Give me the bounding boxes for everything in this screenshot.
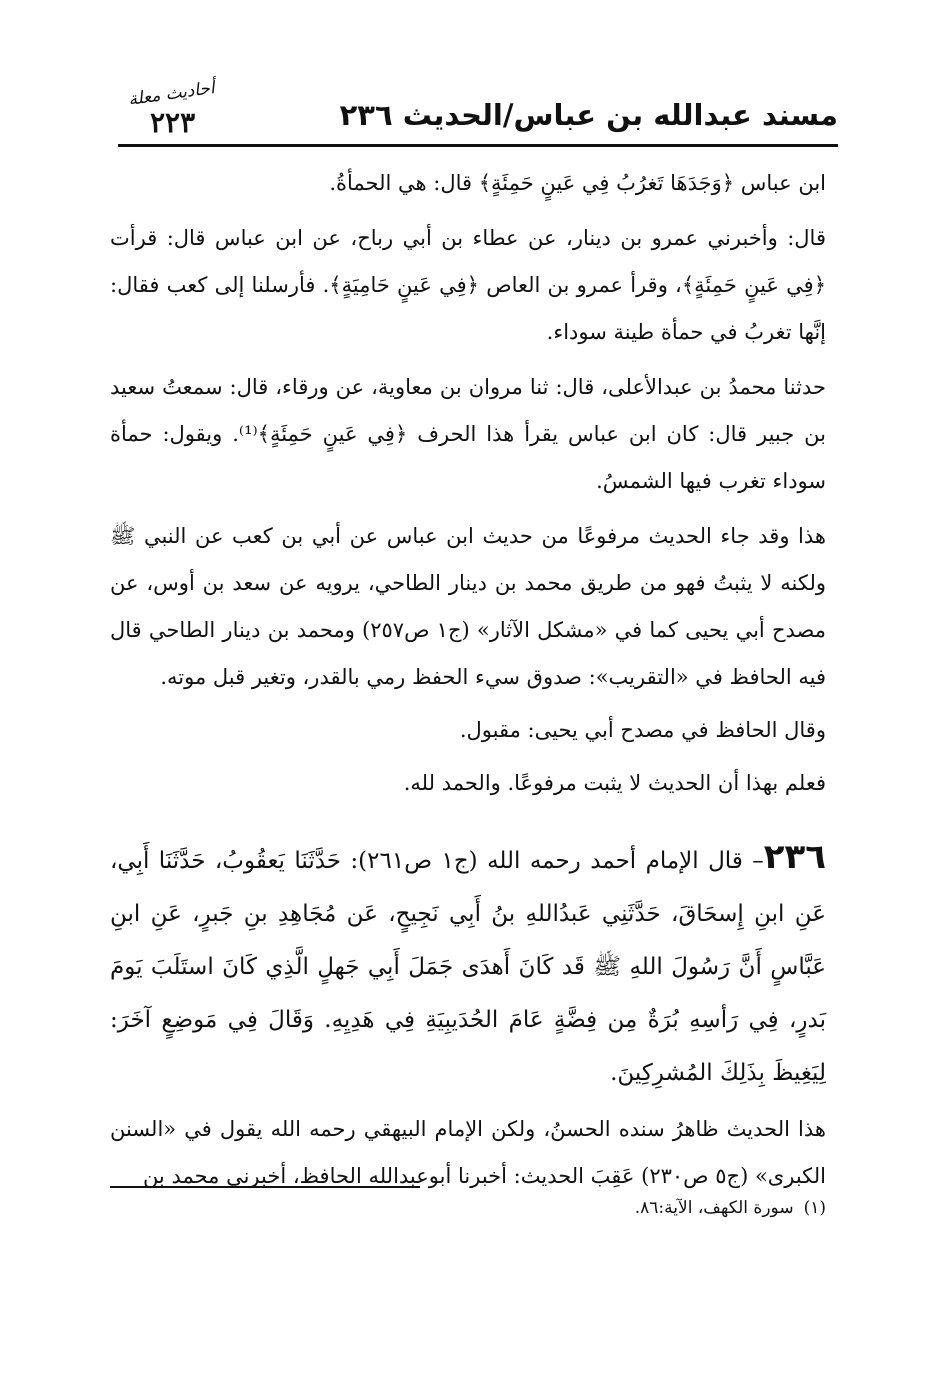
- page-number: ٢٢٣: [150, 106, 196, 139]
- hadith-text: – قال الإمام أحمد رحمه الله (ج١ ص٢٦١): حَدَّثَنَا يَعقُوبُ، حَدَّثَنَا أَبِي، عَنِ ابنِ إِسحَاقَ، حَدَّثَنِي عَبدُاللهِ بنُ أَبِي نَجِيحٍ، عَن مُجَاهِدِ بنِ جَبرٍ، عَنِ ابنِ عَبَّاسٍ أَنَّ رَسُولَ اللهِ ﷺ قَد كَانَ أَهدَى جَمَلَ أَبِي جَهلٍ الَّذِي كَانَ استَلَبَ يَومَ بَدرٍ، فِي رَأسِهِ بُرَةٌ مِن فِضَّةٍ عَامَ الحُدَيبِيَةِ فِي هَدِيِهِ. وَقَالَ فِي مَوضِعٍ آخَرَ: لِيَغِيظَ بِذَلِكَ المُشرِكِينَ.: [110, 848, 826, 1086]
- page-header: [118, 78, 838, 152]
- footnote-text: سورة الكهف، الآية:٨٦.: [634, 1198, 794, 1218]
- header-divider: [118, 144, 838, 147]
- paragraph: هذا وقد جاء الحديث مرفوعًا من حديث ابن عباس عن أبي بن كعب عن النبي ﷺ ولكنه لا يثبتُ فهو من طريق محمد بن دينار الطاحي، يرويه عن سعد بن أوس، عن مصدح أبي يحيى كما في «مشكل الآثار» (ج١ ص٢٥٧) ومحمد بن دينار الطاحي قال فيه الحافظ في «التقريب»: صدوق سيء الحفظ رمي بالقدر، وتغير قبل موته.: [110, 524, 826, 689]
- paragraph: هذا الحديث ظاهرُ سنده الحسنُ، ولكن الإمام البيهقي رحمه الله يقول في «السنن الكبرى» (ج٥ ص٢٣٠) عَقِبَ الحديث: أخبرنا أبوعبدالله الحافظ، أخبرني محمد بن: [110, 1117, 826, 1188]
- footnote: [635, 1198, 826, 1218]
- hadith-block: [110, 831, 826, 1100]
- paragraph: وقال الحافظ في مصدح أبي يحيى: مقبول.: [459, 718, 826, 742]
- running-title: مسند عبدالله بن عباس/الحديث ٢٣٦: [339, 98, 838, 132]
- paragraph: ابن عباس ﴿وَجَدَهَا تَغرُبُ فِي عَينٍ حَمِئَةٍ﴾ قال: هي الحمأةُ.: [329, 171, 826, 195]
- page-body: [110, 160, 826, 1206]
- footnote-marker: (١): [803, 1198, 826, 1218]
- page-number-block: [118, 78, 238, 142]
- paragraph: فعلم بهذا أن الحديث لا يثبت مرفوعًا. والحمد لله.: [403, 771, 826, 795]
- footnote-divider: [110, 1186, 420, 1188]
- paragraph: قال: وأخبرني عمرو بن دينار، عن عطاء بن أبي رباح، عن ابن عباس قال: قرأت ﴿فِي عَينٍ حَمِئَةٍ﴾، وقرأ عمرو بن العاص ﴿فِي عَينٍ حَامِيَةٍ﴾. فأرسلنا إلى كعب فقال: إنَّها تغربُ في حمأة طينة سوداء.: [110, 226, 826, 344]
- paragraph: حدثنا محمدُ بن عبدالأعلى، قال: ثنا مروان بن معاوية، عن ورقاء، قال: سمعتُ سعيد بن جبير قال: كان ابن عباس يقرأ هذا الحرف ﴿فِي عَينٍ حَمِئَةٍ﴾⁽¹⁾. ويقول: حمأة سوداء تغرب فيها الشمسُ.: [110, 375, 827, 493]
- handwritten-note: أحاديث معلة: [127, 78, 216, 110]
- hadith-number: ٢٣٦: [763, 837, 826, 877]
